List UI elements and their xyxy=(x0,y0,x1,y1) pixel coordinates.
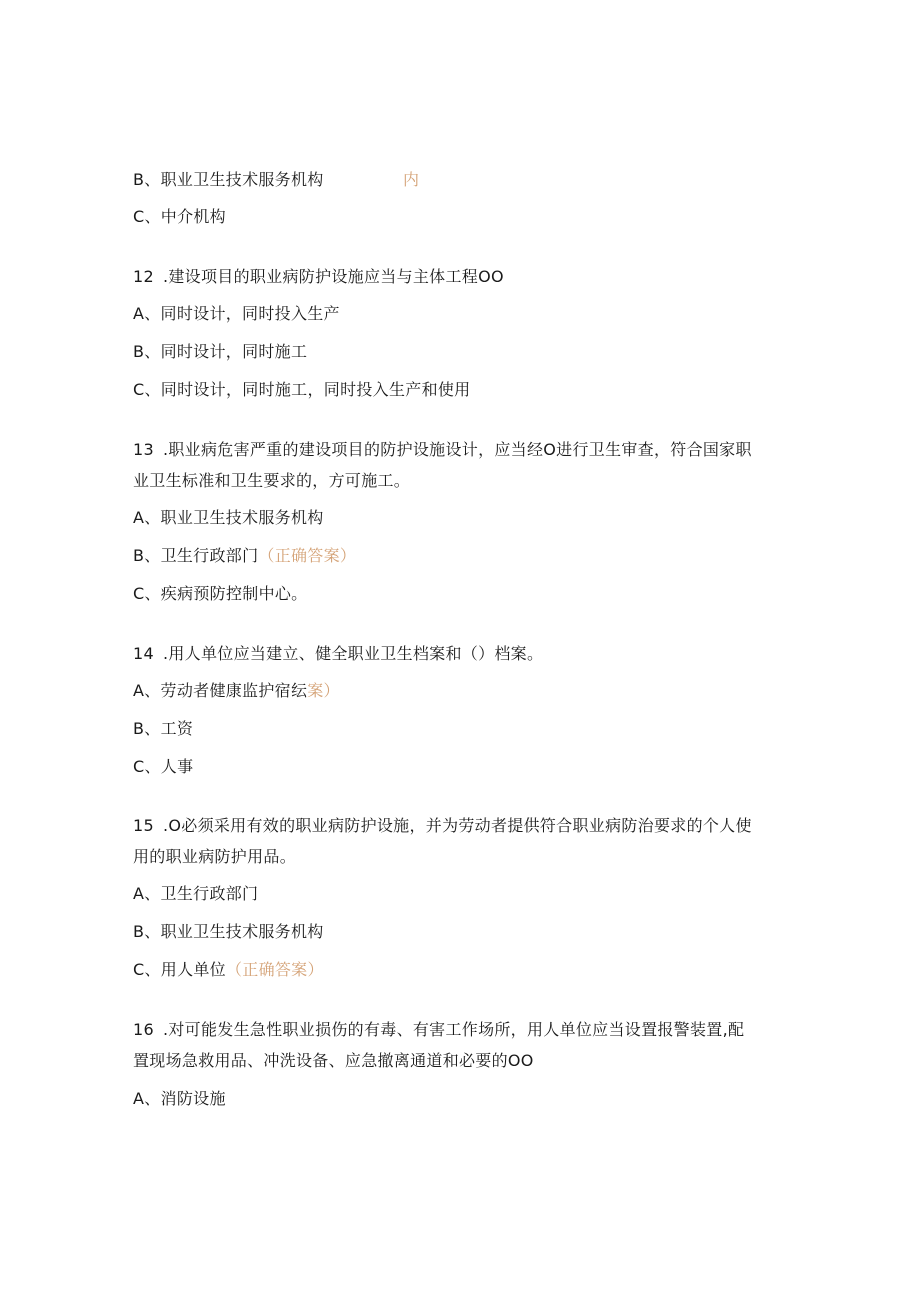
question-number: 15 xyxy=(133,816,154,835)
option-text: C、用人单位 xyxy=(133,960,226,979)
q14-option-a xyxy=(133,681,340,701)
q15-option-c xyxy=(133,960,324,980)
correct-answer-note: （正确答案） xyxy=(225,960,324,979)
q13-option-b xyxy=(133,546,356,566)
question-text: .用人单位应当建立、健全职业卫生档案和（）档案。 xyxy=(163,644,544,663)
question-number: 12 xyxy=(133,267,154,286)
question-16 xyxy=(133,1020,744,1040)
option-c-prev: C、中介机构 xyxy=(133,207,226,226)
stray-mark: 内 xyxy=(403,170,420,189)
option-text: B、卫生行政部门 xyxy=(133,546,259,565)
correct-answer-note: 案） xyxy=(307,681,340,700)
question-number: 14 xyxy=(133,644,154,663)
question-13-cont: 业卫生标准和卫生要求的，方可施工。 xyxy=(133,471,411,490)
question-text: .对可能发生急性职业损伤的有毒、有害工作场所，用人单位应当设置报警装置,配 xyxy=(163,1020,745,1039)
q16-option-a: A、消防设施 xyxy=(133,1089,226,1108)
q12-option-c: C、同时设计，同时施工，同时投入生产和使用 xyxy=(133,380,471,399)
question-number: 13 xyxy=(133,440,154,459)
question-15-cont: 用的职业病防护用品。 xyxy=(133,847,297,866)
question-16-cont: 置现场急救用品、冲洗设备、应急撤离通道和必要的OO xyxy=(133,1051,534,1070)
q15-option-a: A、卫生行政部门 xyxy=(133,884,259,903)
question-text: .职业病危害严重的建设项目的防护设施设计，应当经O进行卫生审查，符合国家职 xyxy=(163,440,752,459)
question-12 xyxy=(133,267,504,287)
question-text: .O必须采用有效的职业病防护设施，并为劳动者提供符合职业病防治要求的个人使 xyxy=(163,816,752,835)
correct-answer-note: （正确答案） xyxy=(258,546,357,565)
q13-option-a: A、职业卫生技术服务机构 xyxy=(133,508,324,527)
question-number: 16 xyxy=(133,1020,154,1039)
question-text: .建设项目的职业病防护设施应当与主体工程OO xyxy=(163,267,504,286)
option-text: A、劳动者健康监护宿纭 xyxy=(133,681,308,700)
q13-option-c: C、疾病预防控制中心。 xyxy=(133,584,308,603)
q12-option-b: B、同时设计，同时施工 xyxy=(133,342,308,361)
option-b-prev: B、职业卫生技术服务机构 xyxy=(133,170,324,189)
q14-option-b: B、工资 xyxy=(133,719,194,738)
question-14 xyxy=(133,644,543,664)
q14-option-c: C、人事 xyxy=(133,757,194,776)
q12-option-a: A、同时设计，同时投入生产 xyxy=(133,304,340,323)
question-13 xyxy=(133,440,752,460)
question-15 xyxy=(133,816,752,836)
q15-option-b: B、职业卫生技术服务机构 xyxy=(133,922,324,941)
